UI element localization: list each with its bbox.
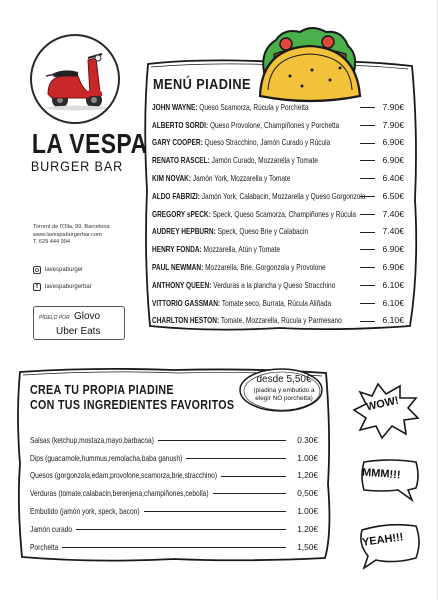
ingredient-price: 1.00€ [297,506,318,517]
ingredient-price: 1.00€ [297,452,318,463]
menu-item-price: 6.10€ [382,297,404,308]
menu-item-price: 7.90€ [382,119,404,130]
facebook-icon: f [33,283,41,291]
address: Torrent de l'Olla, 99, Barcelona [33,224,110,230]
menu-item-desc: Tomate seco, Burrata, Rúcula Aliñada [221,297,332,308]
menu-item-name: HENRY FONDA: [152,244,202,255]
menu-item-price: 7.40€ [382,208,404,219]
menu-item-desc: Jamón York, Calabacin, Mozzarella y Queso Gorgonzola [201,190,366,201]
menu-item-price: 6.10€ [382,279,404,290]
menu-item-dash [360,321,375,322]
contact-info [33,224,133,247]
taco-icon [250,20,366,110]
menu-item-name: AUDREY HEPBURN: [152,226,216,237]
menu-item-name: KIM NOVAK: [152,173,192,184]
menu-item-dash [360,285,375,286]
ingredient-label: Quesos (gorgonzola,edam,provolone,scamorza,brie,stracchino) [30,470,218,481]
menu-item-dash [360,160,375,161]
menu-item-price: 7.40€ [382,226,404,237]
menu-item-name: RENATO RASCEL: [152,155,210,166]
ingredient-line [158,440,286,441]
menu-item-dash [360,178,375,179]
menu-item-dash [360,125,375,126]
menu-item-text [152,173,290,183]
facebook-link[interactable] [33,281,92,293]
brand [22,128,148,174]
menu-item-price: 7.90€ [382,101,404,112]
menu-item-desc: Speck, Queso Scamorza, Champiñones y Rúcula [212,208,357,219]
menu-item-dash [360,143,375,144]
menu-item-price: 6.90€ [382,137,404,148]
menu-item-name: JOHN WAYNE: [152,101,198,112]
yeah-text: YEAH!!! [361,531,405,549]
menu-list [152,98,404,329]
instagram-handle: lavespaburger [45,267,84,273]
ingredient-list [30,431,318,556]
menu-item [152,258,404,276]
delivery-label: PÍDELO POR [39,315,70,321]
ingredient-line [221,476,286,477]
uber-eats-logo[interactable]: Uber Eats [56,326,101,337]
menu-item-price: 6.90€ [382,155,404,166]
menu-item-text [152,315,342,325]
menu-item [152,169,404,187]
menu-item-desc: Mozzarella, Brie, Gorgonzola y Provolone [205,262,326,273]
menu-item-name: GREGORY sPECK: [152,208,211,219]
brand-subtitle: BURGER BAR [30,158,124,174]
brand-name: LA VESPA [31,128,148,159]
ingredient-price: 1.20€ [297,523,318,534]
menu-item-dash [360,232,375,233]
price-note-line2: elegir NO porchetta) [255,394,313,402]
ingredient-item [30,538,318,556]
menu-item-desc: Queso Scamorza, Rúcula y Porchetta [199,101,309,112]
menu-item-text [152,280,335,290]
menu-item [152,116,404,134]
menu-item-text [152,298,331,308]
menu-item-desc: Jamón York, Mozzarella y Tomate [192,173,291,184]
menu-item-dash [360,303,375,304]
menu-item-price: 6.50€ [382,190,404,201]
create-title-line2: CON TUS INGREDIENTES FAVORITOS [30,397,235,412]
menu-item-dash [360,214,375,215]
instagram-link[interactable] [33,264,92,276]
menu-item [152,223,404,241]
facebook-handle: lavespaburgerbar [45,284,92,290]
ingredient-price: 0,50€ [297,488,318,499]
menu-item [152,312,404,330]
instagram-icon [33,266,41,274]
ingredient-label: Salsas (ketchup,mostaza,mayo,barbacoa) [30,434,154,445]
menu-item-name: GARY COOPER: [152,137,203,148]
menu-item-text [152,226,308,236]
menu-item [152,276,404,294]
create-title [30,382,234,412]
menu-item [152,205,404,223]
mmm-text: MMM!!! [361,466,401,482]
menu-item-text [152,120,339,130]
menu-item-name: ALDO FABRIZI: [152,190,200,201]
ingredient-line [76,529,286,530]
price-note [245,387,323,402]
menu-item-name: PAUL NEWMAN: [152,262,204,273]
menu-item-desc: Jamón Curado, Mozzarella y Tomate [211,155,318,166]
menu-item-text [152,244,280,254]
menu-item-name: ANTHONY QUEEN: [152,279,212,290]
menu-item-desc: Queso Provolone, Champiñones y Porchetta [209,119,340,130]
vespa-scooter-icon [32,36,118,122]
ingredient-item [30,484,318,502]
menu-item [152,151,404,169]
menu-item-dash [360,267,375,268]
ingredient-item [30,467,318,485]
create-title-line1: CREA TU PROPIA PIADINE [30,382,174,397]
menu-item-desc: Speck, Queso Brie y Calabacin [217,226,308,237]
phone: T. 629 444 994 [33,239,71,245]
menu-item-dash [360,196,375,197]
menu-item-name: VITTORIO GASSMAN: [152,297,221,308]
menu-item [152,294,404,312]
menu-item-dash [360,249,375,250]
menu-item-desc: Mozzarella, Atún y Tomate [203,244,281,255]
menu-item-desc: Queso Stracchino, Jamón Curado y Rúcula [204,137,331,148]
wow-bubble [352,380,422,440]
menu-item [152,187,404,205]
website-link[interactable]: www.lavespaburgerbar.com [33,231,102,238]
ingredient-label: Porchetta [30,541,59,552]
menu-item-name: ALBERTO SORDI: [152,119,209,130]
delivery-box [33,306,125,340]
menu-item [152,134,404,152]
menu-item-price: 6.90€ [382,262,404,273]
menu-item-price: 6.90€ [382,244,404,255]
ingredient-line [62,547,286,548]
ingredient-item [30,520,318,538]
ingredient-price: 1,20€ [297,470,318,481]
menu-item-text [152,191,365,201]
price-from: desde 5,50€ [256,374,312,385]
menu-item-text [152,155,318,165]
menu-item-price: 6.40€ [382,173,404,184]
glovo-logo[interactable]: Glovo [74,311,101,322]
menu-item-desc: Tomate, Mozzarella, Rúcula y Parmesano [220,315,342,326]
vespa-logo [30,34,120,124]
ingredient-label: Embutido (jamón york, speck, bacon) [30,506,140,517]
ingredient-label: Dips (guacamole,hummus,remolacha,baba ganush) [30,452,183,463]
ingredient-label: Verduras (tomate,calabacin,berenjena,champiñones,cebolla) [30,488,209,499]
social-links [33,264,92,298]
ingredient-item [30,449,318,467]
ingredient-line [144,511,286,512]
ingredient-price: 0.30€ [297,434,318,445]
menu-item-name: CHARLTON HESTON: [152,315,220,326]
ingredient-line [213,493,286,494]
menu-item-text [152,209,356,219]
menu-item-price: 6.10€ [382,315,404,326]
ingredient-label: Jamón curado [30,523,73,534]
ingredient-item [30,502,318,520]
menu-item-text [152,137,330,147]
wow-text: WOW! [365,394,400,414]
menu-item-text [152,262,326,272]
price-note-line1: (piadina y embutido a [253,387,315,394]
menu-item [152,240,404,258]
ingredient-line [186,458,286,459]
ingredient-price: 1,50€ [297,541,318,552]
menu-title: MENÚ PIADINE [153,76,251,93]
menu-item-desc: Verduras a la plancha y Queso Stracchino [213,279,336,290]
ingredient-item [30,431,318,449]
